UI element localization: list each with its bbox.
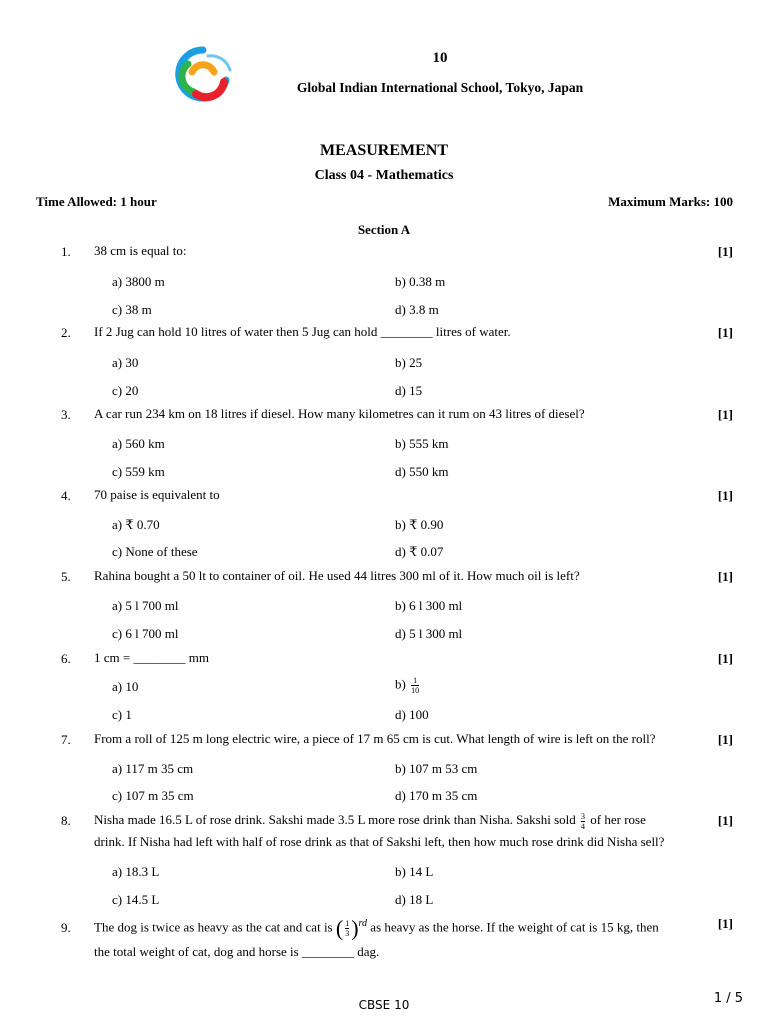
option-b xyxy=(395,676,421,695)
option-c: c) 1 xyxy=(112,707,132,722)
option-d: d) 15 xyxy=(395,383,423,398)
superscript: rd xyxy=(358,918,368,929)
question-number: 2. xyxy=(61,325,71,340)
option-d: d) 3.8 m xyxy=(395,302,439,317)
question-text: 38 cm is equal to: xyxy=(94,243,187,258)
fraction-denominator: 4 xyxy=(581,821,586,831)
question-number: 5. xyxy=(61,569,71,584)
option-d: d) 100 xyxy=(395,707,429,722)
option-b-label: b) xyxy=(395,676,406,692)
page-number-heading: 10 xyxy=(432,50,448,66)
fraction xyxy=(411,676,419,695)
option-b: b) 0.38 m xyxy=(395,274,446,289)
option-b: b) 555 km xyxy=(395,436,449,451)
option-c: c) None of these xyxy=(112,544,198,559)
class-subtitle: Class 04 - Mathematics xyxy=(314,168,454,183)
question-text: The dog is twice as heavy as the cat and cat is ( $\frac{1}{3}$ )$^{rd}$ as heavy as the horse. If the weight of cat is 15 kg, then the total weight of cat, dog and horse is ________ dag. xyxy=(94,915,659,960)
question-marks: [1] xyxy=(717,325,733,340)
question-number: 3. xyxy=(61,407,71,422)
option-b: b) ₹ 0.90 xyxy=(395,517,444,532)
question-number: 8. xyxy=(61,813,71,828)
option-b: b) 6 l 300 ml xyxy=(395,598,463,613)
option-a: a) 5 l 700 ml xyxy=(112,598,179,613)
question-text: Nisha made 16.5 L of rose drink. Sakshi made 3.5 L more rose drink than Nisha. Sakshi sold $\frac{3}{4}$ of her rose drink. If Nisha had left with half of rose drink as that of Sakshi left, then how much rose drink did Nisha sell? xyxy=(94,811,665,849)
question-number: 4. xyxy=(61,488,71,503)
fraction xyxy=(581,812,585,831)
option-d: d) 18 L xyxy=(395,892,434,907)
fraction xyxy=(345,919,349,938)
option-b: b) 14 L xyxy=(395,864,434,879)
question-marks: [1] xyxy=(717,569,733,584)
option-a: a) 117 m 35 cm xyxy=(112,761,194,776)
option-a: a) 30 xyxy=(112,355,139,370)
question-marks: [1] xyxy=(717,732,733,747)
question-marks: [1] xyxy=(717,813,733,828)
fraction-denominator: 3 xyxy=(345,928,350,938)
option-c: c) 107 m 35 cm xyxy=(112,788,194,803)
option-d: d) ₹ 0.07 xyxy=(395,544,444,559)
option-d: d) 170 m 35 cm xyxy=(395,788,478,803)
question-text: Rahina bought a 50 lt to container of oil. He used 44 litres 300 ml of it. How much oil is left? xyxy=(94,568,580,583)
option-a: a) 18.3 L xyxy=(112,864,160,879)
question-text: 1 cm = ________ mm xyxy=(94,650,209,665)
option-d: d) 550 km xyxy=(395,464,449,479)
question-text: From a roll of 125 m long electric wire, a piece of 17 m 65 cm is cut. What length of wire is left on the roll? xyxy=(94,731,656,746)
question-number: 9. xyxy=(61,920,71,935)
school-name: Global Indian International School, Tokyo, Japan xyxy=(296,80,584,95)
school-logo xyxy=(168,42,238,104)
question-marks: [1] xyxy=(717,651,733,666)
question-marks: [1] xyxy=(717,488,733,503)
question-number: 7. xyxy=(61,732,71,747)
question-marks: [1] xyxy=(717,244,733,259)
section-heading: Section A xyxy=(357,222,411,237)
question-marks: [1] xyxy=(717,916,733,931)
option-c: c) 6 l 700 ml xyxy=(112,626,179,641)
maximum-marks: Maximum Marks: 100 xyxy=(608,194,733,209)
option-c: c) 38 m xyxy=(112,302,152,317)
footer-label: CBSE 10 xyxy=(358,998,410,1012)
question-number: 1. xyxy=(61,244,71,259)
question-text: 70 paise is equivalent to xyxy=(94,487,220,502)
option-b: b) 107 m 53 cm xyxy=(395,761,478,776)
page-indicator: 1 / 5 xyxy=(713,991,743,1006)
fraction-numerator: 3 xyxy=(581,811,586,821)
option-a: a) 560 km xyxy=(112,436,165,451)
option-d: d) 5 l 300 ml xyxy=(395,626,463,641)
fraction-denominator: 10 xyxy=(411,686,420,695)
question-text: If 2 Jug can hold 10 litres of water then 5 Jug can hold ________ litres of water. xyxy=(94,324,511,339)
option-c: c) 20 xyxy=(112,383,139,398)
option-a: a) 3800 m xyxy=(112,274,165,289)
option-c: c) 559 km xyxy=(112,464,165,479)
option-a: a) 10 xyxy=(112,679,139,694)
time-allowed: Time Allowed: 1 hour xyxy=(36,194,157,209)
option-c: c) 14.5 L xyxy=(112,892,160,907)
question-text: A car run 234 km on 18 litres if diesel. How many kilometres can it rum on 43 litres of diesel? xyxy=(94,406,585,421)
question-number: 6. xyxy=(61,651,71,666)
page-title: MEASUREMENT xyxy=(319,142,448,159)
fraction-numerator: 1 xyxy=(345,918,350,928)
fraction-numerator: 1 xyxy=(413,676,418,685)
option-a: a) ₹ 0.70 xyxy=(112,517,160,532)
question-marks: [1] xyxy=(717,407,733,422)
option-b: b) 25 xyxy=(395,355,423,370)
